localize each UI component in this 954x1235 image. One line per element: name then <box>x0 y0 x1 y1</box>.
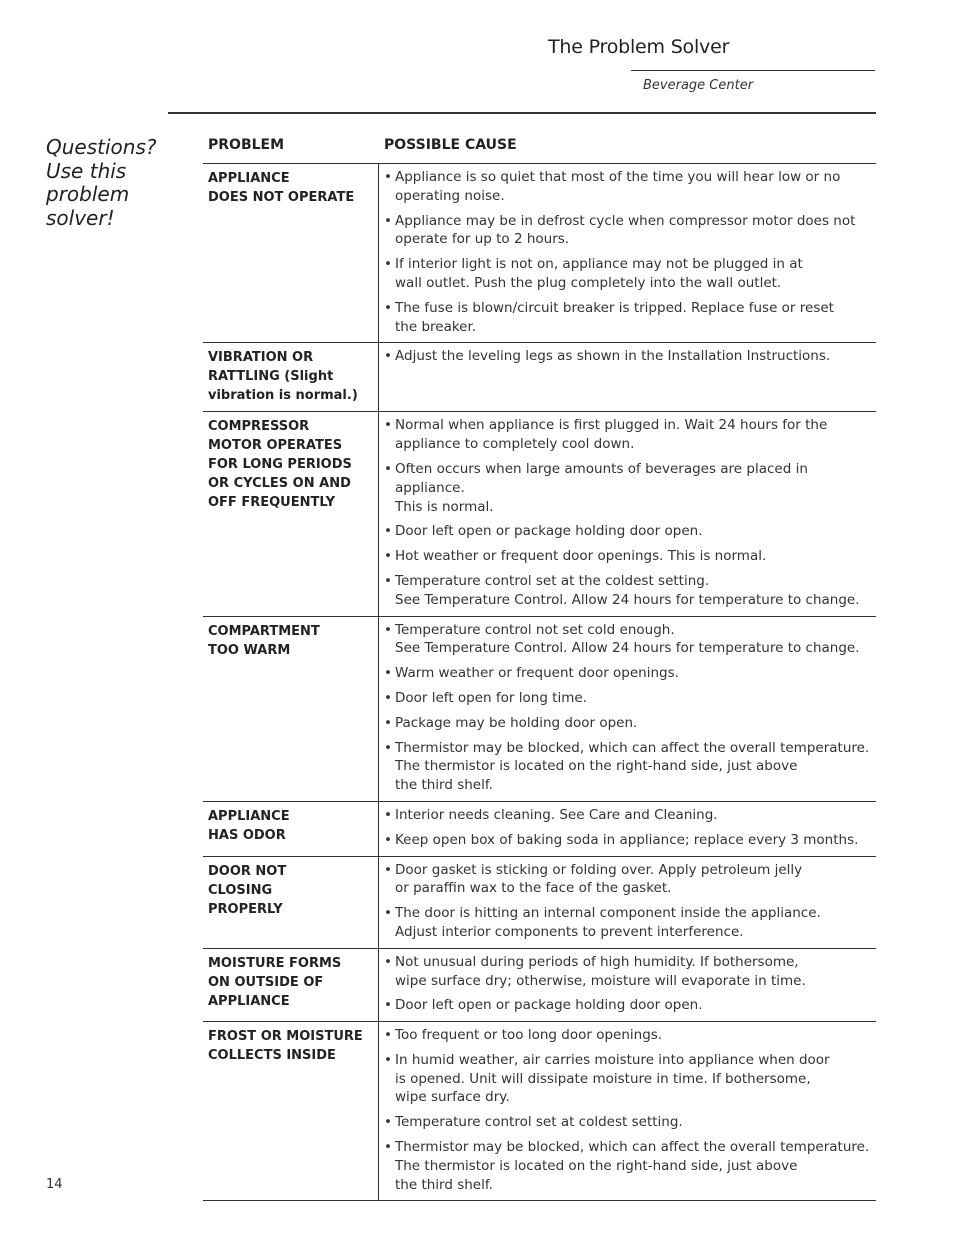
bullet-icon: • <box>384 621 392 638</box>
cause-text: Keep open box of baking soda in appliance; replace every 3 months. <box>395 831 859 848</box>
table-row <box>203 164 876 343</box>
cause-text: Hot weather or frequent door openings. This is normal. <box>395 548 767 565</box>
causes-cell <box>379 802 876 856</box>
problem-solver-table <box>203 137 876 1201</box>
cause-item <box>384 572 876 610</box>
causes-cell <box>379 617 876 801</box>
cause-text: Normal when appliance is first plugged in. Wait 24 hours for the appliance to completely cool down. <box>395 417 828 453</box>
cause-item <box>384 255 876 293</box>
problem-cell: COMPARTMENT TOO WARM <box>203 617 379 801</box>
cause-text: Thermistor may be blocked, which can affect the overall temperature. The thermistor is located on the right-hand side, just above the third shelf. <box>395 1139 870 1193</box>
cause-item <box>384 996 876 1015</box>
problem-cell: DOOR NOT CLOSING PROPERLY <box>203 857 379 948</box>
bullet-icon: • <box>384 548 392 565</box>
causes-cell <box>379 857 876 948</box>
cause-text: Door gasket is sticking or folding over. Apply petroleum jelly or paraffin wax to the face of the gasket. <box>395 861 803 897</box>
page-number: 14 <box>46 1177 63 1192</box>
causes-cell <box>379 343 876 411</box>
cause-item <box>384 212 876 250</box>
cause-text: Package may be holding door open. <box>395 714 638 731</box>
cause-item <box>384 806 876 825</box>
bullet-icon: • <box>384 572 392 589</box>
bullet-icon: • <box>384 169 392 185</box>
bullet-icon: • <box>384 1139 392 1156</box>
cause-text: Appliance is so quiet that most of the time you will hear low or no operating noise. <box>395 169 841 204</box>
cause-text: Thermistor may be blocked, which can affect the overall temperature. The thermistor is located on the right-hand side, just above the third shelf. <box>395 739 870 794</box>
bullet-icon: • <box>384 523 392 540</box>
side-note-line: problem <box>46 182 130 206</box>
bullet-icon: • <box>384 1027 392 1044</box>
table-header <box>203 137 876 164</box>
table-row <box>203 343 876 412</box>
cause-text: Temperature control set at the coldest setting. See Temperature Control. Allow 24 hours for temperature to change. <box>395 572 860 608</box>
bullet-icon: • <box>384 299 392 316</box>
table-row <box>203 412 876 616</box>
cause-item <box>384 347 876 366</box>
cause-item <box>384 621 876 659</box>
cause-text: Temperature control set at coldest setting. <box>395 1114 683 1131</box>
bullet-icon: • <box>384 256 392 273</box>
cause-text: Too frequent or too long door openings. <box>395 1027 663 1044</box>
bullet-icon: • <box>384 1051 392 1068</box>
problem-cell: APPLIANCE DOES NOT OPERATE <box>203 164 379 342</box>
cause-item <box>384 1026 876 1045</box>
cause-item <box>384 739 876 795</box>
bullet-icon: • <box>384 689 392 706</box>
cause-text: Warm weather or frequent door openings. <box>395 665 679 682</box>
cause-text: Not unusual during periods of high humidity. If bothersome, wipe surface dry; otherwise, moisture will evaporate in time. <box>395 953 806 989</box>
cause-text: Interior needs cleaning. See Care and Cleaning. <box>395 806 718 823</box>
problem-cell: MOISTURE FORMS ON OUTSIDE OF APPLIANCE <box>203 949 379 1021</box>
bullet-icon: • <box>384 212 392 229</box>
cause-text: Door left open or package holding door open. <box>395 523 703 540</box>
bullet-icon: • <box>384 905 392 922</box>
cause-text: In humid weather, air carries moisture into appliance when door is opened. Unit will dissipate moisture in time. If bothersome, wipe surface dry. <box>395 1051 830 1106</box>
bullet-icon: • <box>384 417 392 434</box>
side-note-line: solver! <box>46 205 115 230</box>
bullet-icon: • <box>384 665 392 682</box>
cause-item <box>384 953 876 991</box>
header-divider <box>168 112 876 114</box>
bullet-icon: • <box>384 714 392 731</box>
side-note-line: Questions? <box>46 135 157 159</box>
cause-item <box>384 904 876 942</box>
bullet-icon: • <box>384 1114 392 1131</box>
cause-item <box>384 1051 876 1107</box>
cause-item <box>384 522 876 541</box>
cause-item <box>384 416 876 454</box>
cause-item <box>384 664 876 683</box>
cause-item <box>384 1138 876 1194</box>
cause-item <box>384 861 876 899</box>
bullet-icon: • <box>384 861 392 878</box>
side-note <box>46 136 166 230</box>
column-header-possible-cause: POSSIBLE CAUSE <box>384 137 517 153</box>
bullet-icon: • <box>384 348 392 365</box>
causes-cell <box>379 412 876 615</box>
table-row <box>203 857 876 949</box>
problem-cell: APPLIANCE HAS ODOR <box>203 802 379 856</box>
cause-text: Often occurs when large amounts of beverages are placed in appliance. This is normal. <box>395 460 808 515</box>
cause-text: The door is hitting an internal component inside the appliance. Adjust interior components to prevent interference. <box>395 905 821 940</box>
cause-item <box>384 168 876 206</box>
table-row <box>203 949 876 1022</box>
bullet-icon: • <box>384 831 392 848</box>
bullet-icon: • <box>384 460 392 477</box>
problem-cell: FROST OR MOISTURE COLLECTS INSIDE <box>203 1022 379 1200</box>
table-row <box>203 617 876 802</box>
bullet-icon: • <box>384 953 392 970</box>
cause-item <box>384 299 876 337</box>
page-title: The Problem Solver <box>548 36 730 58</box>
cause-item <box>384 460 876 516</box>
cause-text: Door left open or package holding door open. <box>395 997 703 1014</box>
cause-text: If interior light is not on, appliance may not be plugged in at wall outlet. Push the plug completely into the wall outlet. <box>395 256 803 291</box>
causes-cell <box>379 949 876 1021</box>
cause-item <box>384 547 876 566</box>
causes-cell <box>379 164 876 342</box>
table-body <box>203 164 876 1201</box>
bullet-icon: • <box>384 806 392 823</box>
title-divider <box>631 70 875 71</box>
cause-text: Door left open for long time. <box>395 689 587 706</box>
problem-cell: COMPRESSOR MOTOR OPERATES FOR LONG PERIODS OR CYCLES ON AND OFF FREQUENTLY <box>203 412 379 615</box>
cause-text: Appliance may be in defrost cycle when compressor motor does not operate for up to 2 hours. <box>395 212 856 248</box>
problem-cell: VIBRATION OR RATTLING (Slight vibration is normal.) <box>203 343 379 411</box>
cause-item <box>384 831 876 850</box>
side-note-line: Use this <box>46 158 127 183</box>
table-row <box>203 802 876 857</box>
column-header-problem: PROBLEM <box>208 137 285 153</box>
bullet-icon: • <box>384 997 392 1014</box>
cause-text: Adjust the leveling legs as shown in the Installation Instructions. <box>395 348 831 365</box>
cause-item <box>384 1113 876 1132</box>
page-subtitle: Beverage Center <box>643 78 754 93</box>
table-row <box>203 1022 876 1201</box>
cause-item <box>384 689 876 708</box>
cause-text: Temperature control not set cold enough. See Temperature Control. Allow 24 hours for temperature to change. <box>395 621 860 657</box>
bullet-icon: • <box>384 739 392 756</box>
cause-text: The fuse is blown/circuit breaker is tripped. Replace fuse or reset the breaker. <box>395 299 834 335</box>
cause-item <box>384 714 876 733</box>
causes-cell <box>379 1022 876 1200</box>
